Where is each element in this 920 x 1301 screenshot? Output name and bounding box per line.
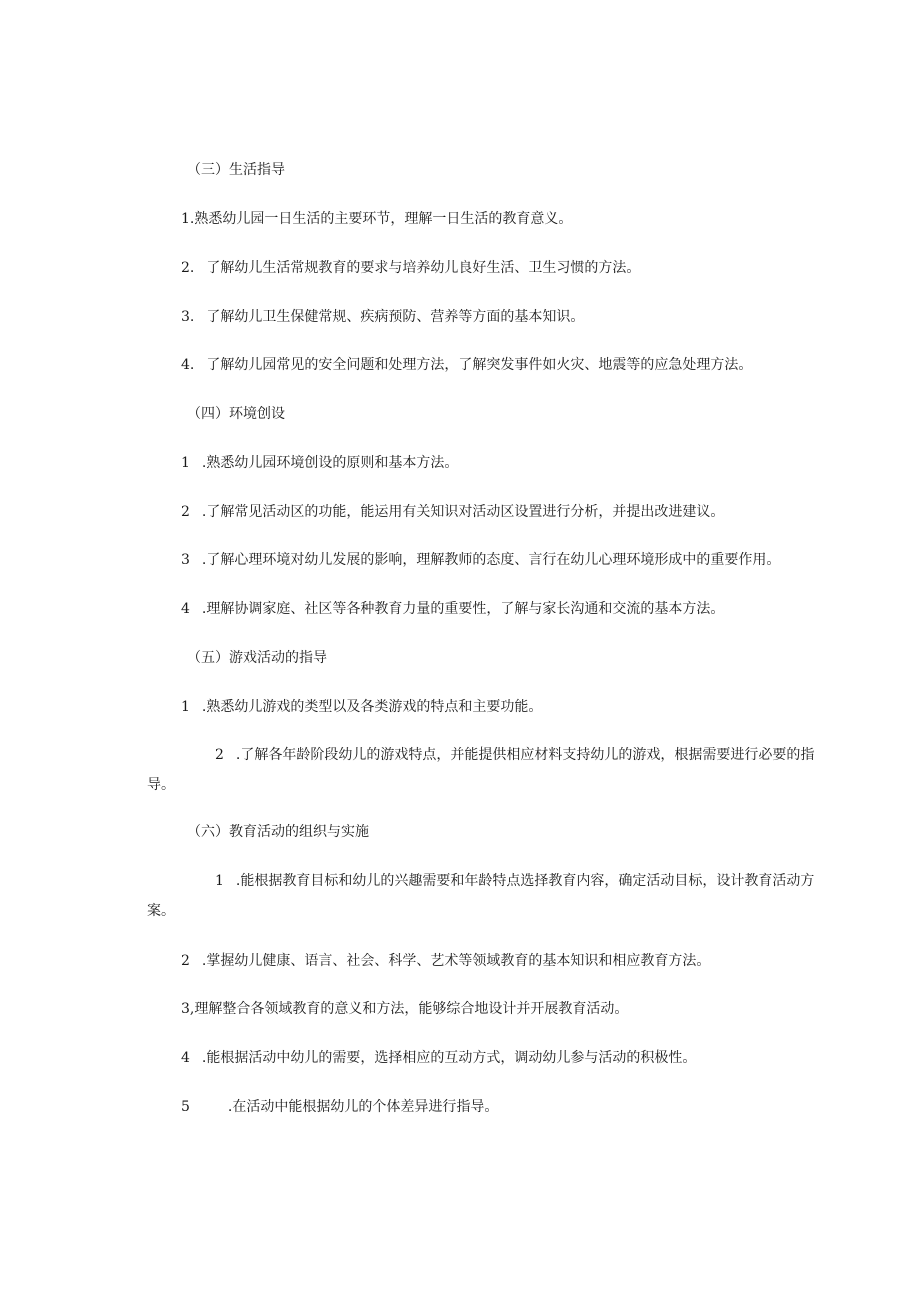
list-item [181, 209, 572, 229]
item-number: 3, [181, 1001, 195, 1017]
item-number: 1 [181, 455, 190, 471]
list-item [181, 599, 724, 619]
section-heading-life-guidance: （三）生活指导 [187, 162, 285, 178]
item-text: .能根据活动中幼儿的需要，选择相应的互动方式，调动幼儿参与活动的积极性。 [201, 1050, 697, 1066]
list-item [181, 951, 710, 971]
item-number: 1 [181, 699, 190, 715]
item-text: .了解心理环境对幼儿发展的影响，理解教师的态度、言行在幼儿心理环境形成中的重要作用。 [201, 552, 781, 568]
item-number: 4 [181, 601, 190, 617]
list-item [181, 550, 780, 570]
item-number: 1 [215, 873, 224, 889]
item-text: 了解幼儿卫生保健常规、疾病预防、营养等方面的基本知识。 [206, 309, 585, 325]
list-item [147, 866, 817, 926]
item-number: 1. [181, 211, 195, 227]
item-text: .能根据教育目标和幼儿的兴趣需要和年龄特点选择教育内容，确定活动目标，设计教育活动方案。 [147, 873, 815, 919]
list-item [181, 355, 752, 375]
list-item [181, 1048, 696, 1068]
item-number: 5 [181, 1099, 190, 1115]
item-text: .熟悉幼儿游戏的类型以及各类游戏的特点和主要功能。 [201, 699, 543, 715]
item-text: .了解常见活动区的功能，能运用有关知识对活动区设置进行分析，并提出改进建议。 [201, 504, 725, 520]
section-heading-education-activity: （六）教育活动的组织与实施 [187, 824, 369, 840]
section-heading-game-activity: （五）游戏活动的指导 [187, 650, 327, 666]
item-number: 2 [181, 953, 190, 969]
item-text: 理解整合各领域教育的意义和方法，能够综合地设计并开展教育活动。 [194, 1001, 629, 1017]
item-text: .在活动中能根据幼儿的个体差异进行指导。 [227, 1099, 499, 1115]
list-item [181, 258, 640, 278]
section-heading-environment: （四）环境创设 [187, 406, 285, 422]
item-number: 4. [181, 357, 195, 373]
list-item [181, 502, 724, 522]
item-number: 3. [181, 309, 195, 325]
list-item [181, 453, 458, 473]
item-text: 了解幼儿生活常规教育的要求与培养幼儿良好生活、卫生习惯的方法。 [206, 260, 641, 276]
list-item [181, 999, 628, 1019]
item-number: 2. [181, 260, 195, 276]
item-number: 2 [215, 747, 224, 763]
list-item [147, 740, 817, 800]
item-number: 3 [181, 552, 190, 568]
item-text: 了解幼儿园常见的安全问题和处理方法，了解突发事件如火灾、地震等的应急处理方法。 [206, 357, 753, 373]
list-item [181, 307, 584, 327]
item-text: .熟悉幼儿园环境创设的原则和基本方法。 [201, 455, 459, 471]
list-item [181, 697, 542, 717]
item-text: .理解协调家庭、社区等各种教育力量的重要性，了解与家长沟通和交流的基本方法。 [201, 601, 725, 617]
item-text: 熟悉幼儿园一日生活的主要环节，理解一日生活的教育意义。 [194, 211, 573, 227]
list-item [181, 1097, 498, 1117]
item-number: 2 [181, 504, 190, 520]
item-number: 4 [181, 1050, 190, 1066]
item-text: .了解各年龄阶段幼儿的游戏特点，并能提供相应材料支持幼儿的游戏，根据需要进行必要的指导。 [147, 747, 815, 793]
item-text: .掌握幼儿健康、语言、社会、科学、艺术等领域教育的基本知识和相应教育方法。 [201, 953, 711, 969]
